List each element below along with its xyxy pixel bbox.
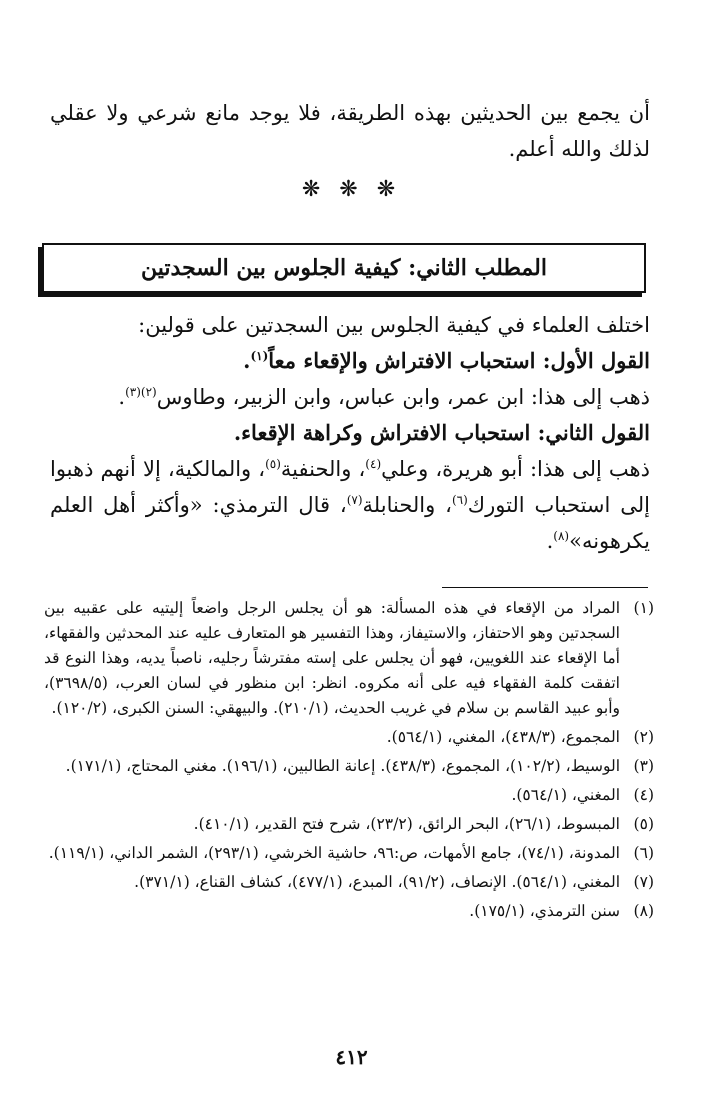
footnote-number: (٨)	[633, 902, 654, 920]
footnote-item	[44, 812, 654, 837]
footnote-number: (٦)	[633, 844, 654, 862]
footnote-item	[44, 899, 654, 924]
footnote-number: (١)	[633, 599, 654, 617]
footnote-item	[44, 783, 654, 808]
second-opinion-part-4: ، والحنابلة	[362, 493, 452, 517]
footnote-number: (٧)	[633, 873, 654, 891]
first-opinion-text: ذهب إلى هذا: ابن عمر، وابن عباس، وابن الزبير، وطاوس$^{(٢)(٣)}$.	[118, 385, 650, 409]
second-opinion-part-2: ، والحنفية	[280, 457, 366, 481]
footnotes-list	[44, 596, 654, 928]
footnote-ref-7[interactable]: (٧)	[346, 493, 363, 507]
footnote-item	[44, 596, 654, 721]
second-opinion-part-5: ، قال الترمذي: «وأكثر أهل العلم يكرهونه»	[50, 493, 650, 553]
footnote-text: المغني، (٥٦٤/١).	[511, 786, 620, 804]
intro-line-2: لذلك والله أعلم.	[508, 137, 650, 161]
footnote-number: (٢)	[633, 728, 654, 746]
second-opinion-title: القول الثاني: استحباب الافتراش وكراهة الإقعاء.	[233, 420, 650, 445]
footnote-ref-6[interactable]: (٦)	[451, 493, 468, 507]
intro-paragraph	[50, 95, 650, 167]
footnote-item	[44, 841, 654, 866]
body-intro-line: اختلف العلماء في كيفية الجلوس بين السجدتين على قولين:	[138, 313, 650, 337]
section-title-box	[42, 243, 646, 293]
footnote-ref-2-3[interactable]: (٢)(٣)	[125, 385, 157, 399]
second-opinion-part-1: ذهب إلى هذا: أبو هريرة، وعلي	[381, 457, 650, 481]
section-title: المطلب الثاني: كيفية الجلوس بين السجدتين	[141, 255, 547, 281]
first-opinion-title-text: القول الأول: استحباب الافتراش والإقعاء معاً	[268, 348, 650, 373]
footnote-item	[44, 754, 654, 779]
footnote-divider	[442, 587, 648, 588]
footnote-text: المدونة، (٧٤/١)، جامع الأمهات، ص:٩٦، حاشية الخرشي، (٢٩٣/١)، الشمر الداني، (١١٩/١).	[48, 844, 620, 862]
footnote-text: الوسيط، (١٠٢/٢)، المجموع، (٤٣٨/٣). إعانة الطالبين، (١٩٦/١). مغني المحتاج، (١٧١/١).	[65, 757, 620, 775]
footnote-item	[44, 870, 654, 895]
section-ornament: ❋ ❋ ❋	[301, 177, 402, 202]
section-body	[50, 307, 650, 559]
first-opinion-holders: ذهب إلى هذا: ابن عمر، وابن عباس، وابن الزبير، وطاوس	[156, 385, 650, 409]
footnote-text: المغني، (٥٦٤/١). الإنصاف، (٩١/٢)، المبدع، (٤٧٧/١)، كشاف القناع، (٣٧١/١).	[134, 873, 620, 891]
footnote-item	[44, 725, 654, 750]
footnote-ref-1[interactable]: (١)	[250, 349, 269, 363]
first-opinion-title: القول الأول: استحباب الافتراش والإقعاء معاً$^{(١)}$.	[243, 348, 650, 373]
second-opinion-part-3: ، والمالكية، إلا أنهم ذهبوا إلى استحباب التورك	[50, 457, 650, 517]
footnote-ref-8[interactable]: (٨)	[553, 529, 570, 543]
footnote-number: (٤)	[633, 786, 654, 804]
footnote-ref-4[interactable]: (٤)	[365, 457, 382, 471]
footnote-number: (٣)	[633, 757, 654, 775]
footnote-number: (٥)	[633, 815, 654, 833]
footnote-text: سنن الترمذي، (١٧٥/١).	[469, 902, 620, 920]
intro-line-1: أن يجمع بين الحديثين بهذه الطريقة، فلا يوجد مانع شرعي ولا عقلي	[50, 101, 650, 125]
footnote-text: المجموع، (٤٣٨/٣)، المغني، (٥٦٤/١).	[386, 728, 620, 746]
footnote-text: المراد من الإقعاء في هذه المسألة: هو أن يجلس الرجل واضعاً إليتيه على عقبيه بين السجدتين وهو الاحتفاز، والاستيفاز، وهذا التفسير هو المتعارف عليه عند المحدثين والفقهاء، أما الإقعاء عند اللغويين، فهو أن يجلس على إسته مفترشاً رجليه، ناصباً يديه، وهذا النوع قد اتفقت كلمة الفقهاء فيه على أنه مكروه. انظر: ابن منظور في لسان العرب، (٣٦٩٨/٥)، وأبو عبيد القاسم بن سلام في غريب الحديث، (٢١٠/١). والبيهقي: السنن الكبرى، (١٢٠/٢).	[44, 599, 620, 717]
second-opinion-text: ذهب إلى هذا: أبو هريرة، وعلي$^{(٤)}$، والحنفية$^{(٥)}$، والمالكية، إلا أنهم ذهبوا إلى استحباب التورك$^{(٦)}$، والحنابلة$^{(٧)}$، قال الترمذي: «وأكثر أهل العلم يكرهونه»$^{(٨)}$.	[50, 457, 650, 553]
footnote-text: المبسوط، (٢٦/١)، البحر الرائق، (٢٣/٢)، شرح فتح القدير، (٤١٠/١).	[193, 815, 620, 833]
footnote-ref-5[interactable]: (٥)	[265, 457, 281, 471]
page-number: ٤١٢	[335, 1045, 368, 1069]
